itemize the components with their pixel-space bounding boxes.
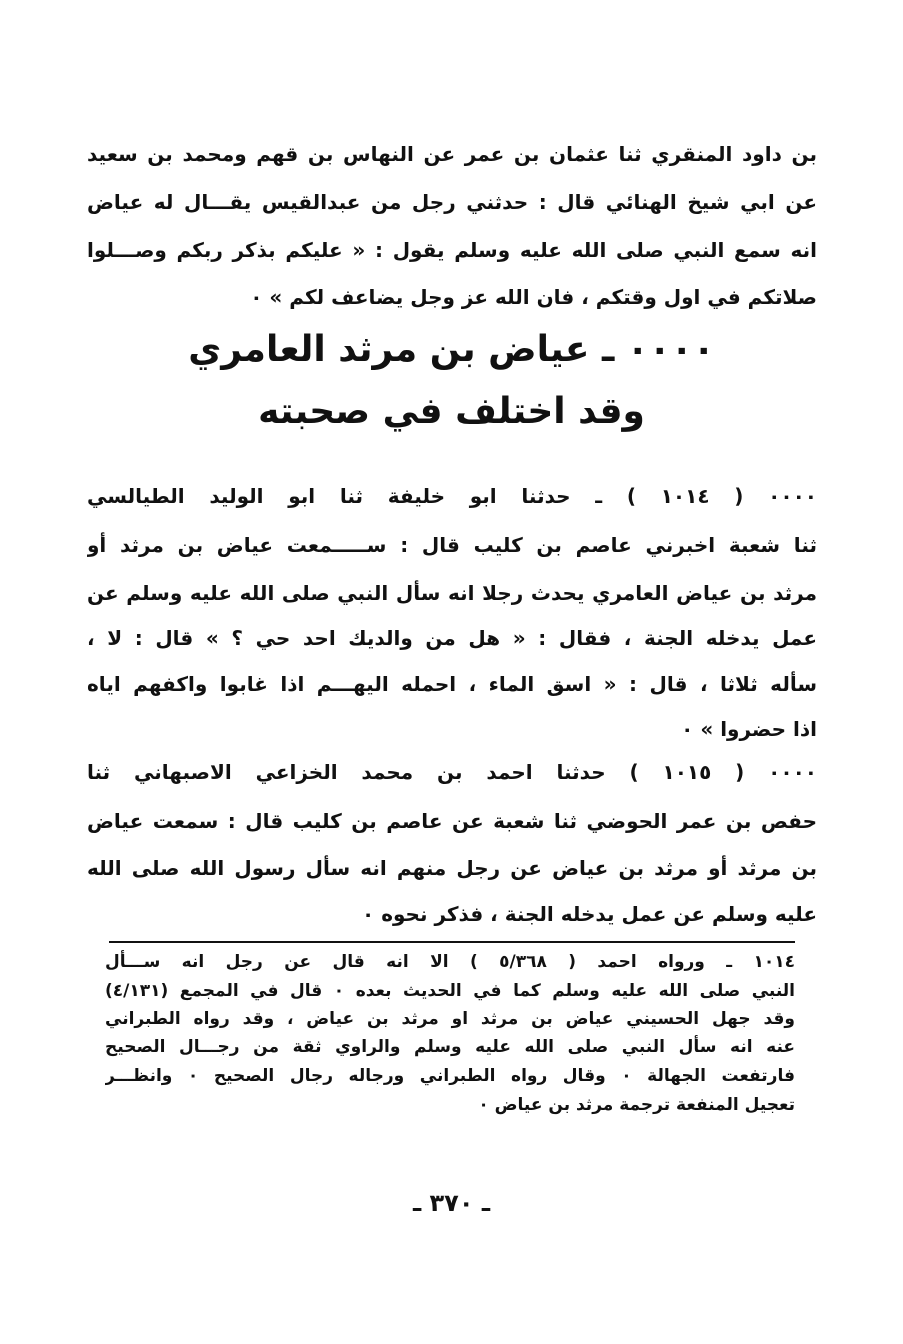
footnote-line: فارتفعت الجهالة ٠ وقال رواه الطبراني ورجاله رجال الصحيح ٠ وانظـــر <box>105 1066 795 1086</box>
footnote-line: وقد جهل الحسيني عياض بن مرثد او مرثد بن عياض ، وقد رواه الطبراني <box>105 1009 795 1029</box>
section-heading: ٠٠٠٠ ـ عياض بن مرثد العامري <box>188 329 715 370</box>
footnote-line: عنه انه سأل النبي صلى الله عليه وسلم والراوي ثقة من رجـــال الصحيح <box>105 1037 795 1057</box>
text-line: ثنا شعبة اخبرني عاصم بن كليب قال : ســـــمعت عياض بن مرثد أو <box>87 533 817 557</box>
text-line: انه سمع النبي صلى الله عليه وسلم يقول : « عليكم بذكر ربكم وصـــلوا <box>87 238 817 262</box>
text-line: بن مرثد أو مرثد بن عياض عن رجل منهم انه سأل رسول الله صلى الله <box>87 856 817 880</box>
text-line: صلاتكم في اول وقتكم ، فان الله عز وجل يضاعف لكم » ٠ <box>250 285 817 309</box>
footnote-line: تعجيل المنفعة ترجمة مرثد بن عياض ٠ <box>478 1095 795 1115</box>
text-line: مرثد بن عياض العامري يحدث رجلا انه سأل النبي صلى الله عليه وسلم عن <box>87 581 817 605</box>
text-line: عليه وسلم عن عمل يدخله الجنة ، فذكر نحوه ٠ <box>362 902 817 926</box>
text-line: اذا حضروا » ٠ <box>681 717 817 741</box>
text-line: عن ابي شيخ الهنائي قال : حدثني رجل من عبدالقيس يقـــال له عياض <box>87 190 817 214</box>
text-line: بن داود المنقري ثنا عثمان بن عمر عن النهاس بن قهم ومحمد بن سعيد <box>87 142 817 166</box>
text-line: حفص بن عمر الحوضي ثنا شعبة عن عاصم بن كليب قال : سمعت عياض <box>87 809 817 833</box>
page-number: ـ ٣٧٠ ـ <box>412 1189 491 1217</box>
text-line: ٠٠٠٠ ( ١٠١٥ ) حدثنا احمد بن محمد الخزاعي الاصبهاني ثنا <box>87 760 817 784</box>
footnote-line: ١٠١٤ ـ ورواه احمد ( ٥/٣٦٨ ) الا انه قال عن رجل انه ســـأل <box>105 952 795 972</box>
section-subheading: وقد اختلف في صحبته <box>258 391 645 432</box>
footnote-line: النبي صلى الله عليه وسلم كما في الحديث بعده ٠ قال في المجمع (٤/١٣١) <box>105 981 795 1001</box>
text-line: عمل يدخله الجنة ، فقال : « هل من والديك احد حي ؟ » قال : لا ، <box>87 626 817 650</box>
text-line: ٠٠٠٠ ( ١٠١٤ ) ـ حدثنا ابو خليفة ثنا ابو الوليد الطيالسي <box>87 484 817 508</box>
footnote-separator <box>109 941 795 943</box>
text-line: سأله ثلاثا ، قال : « اسق الماء ، احمله اليهـــم اذا غابوا واكفهم اياه <box>87 672 817 696</box>
